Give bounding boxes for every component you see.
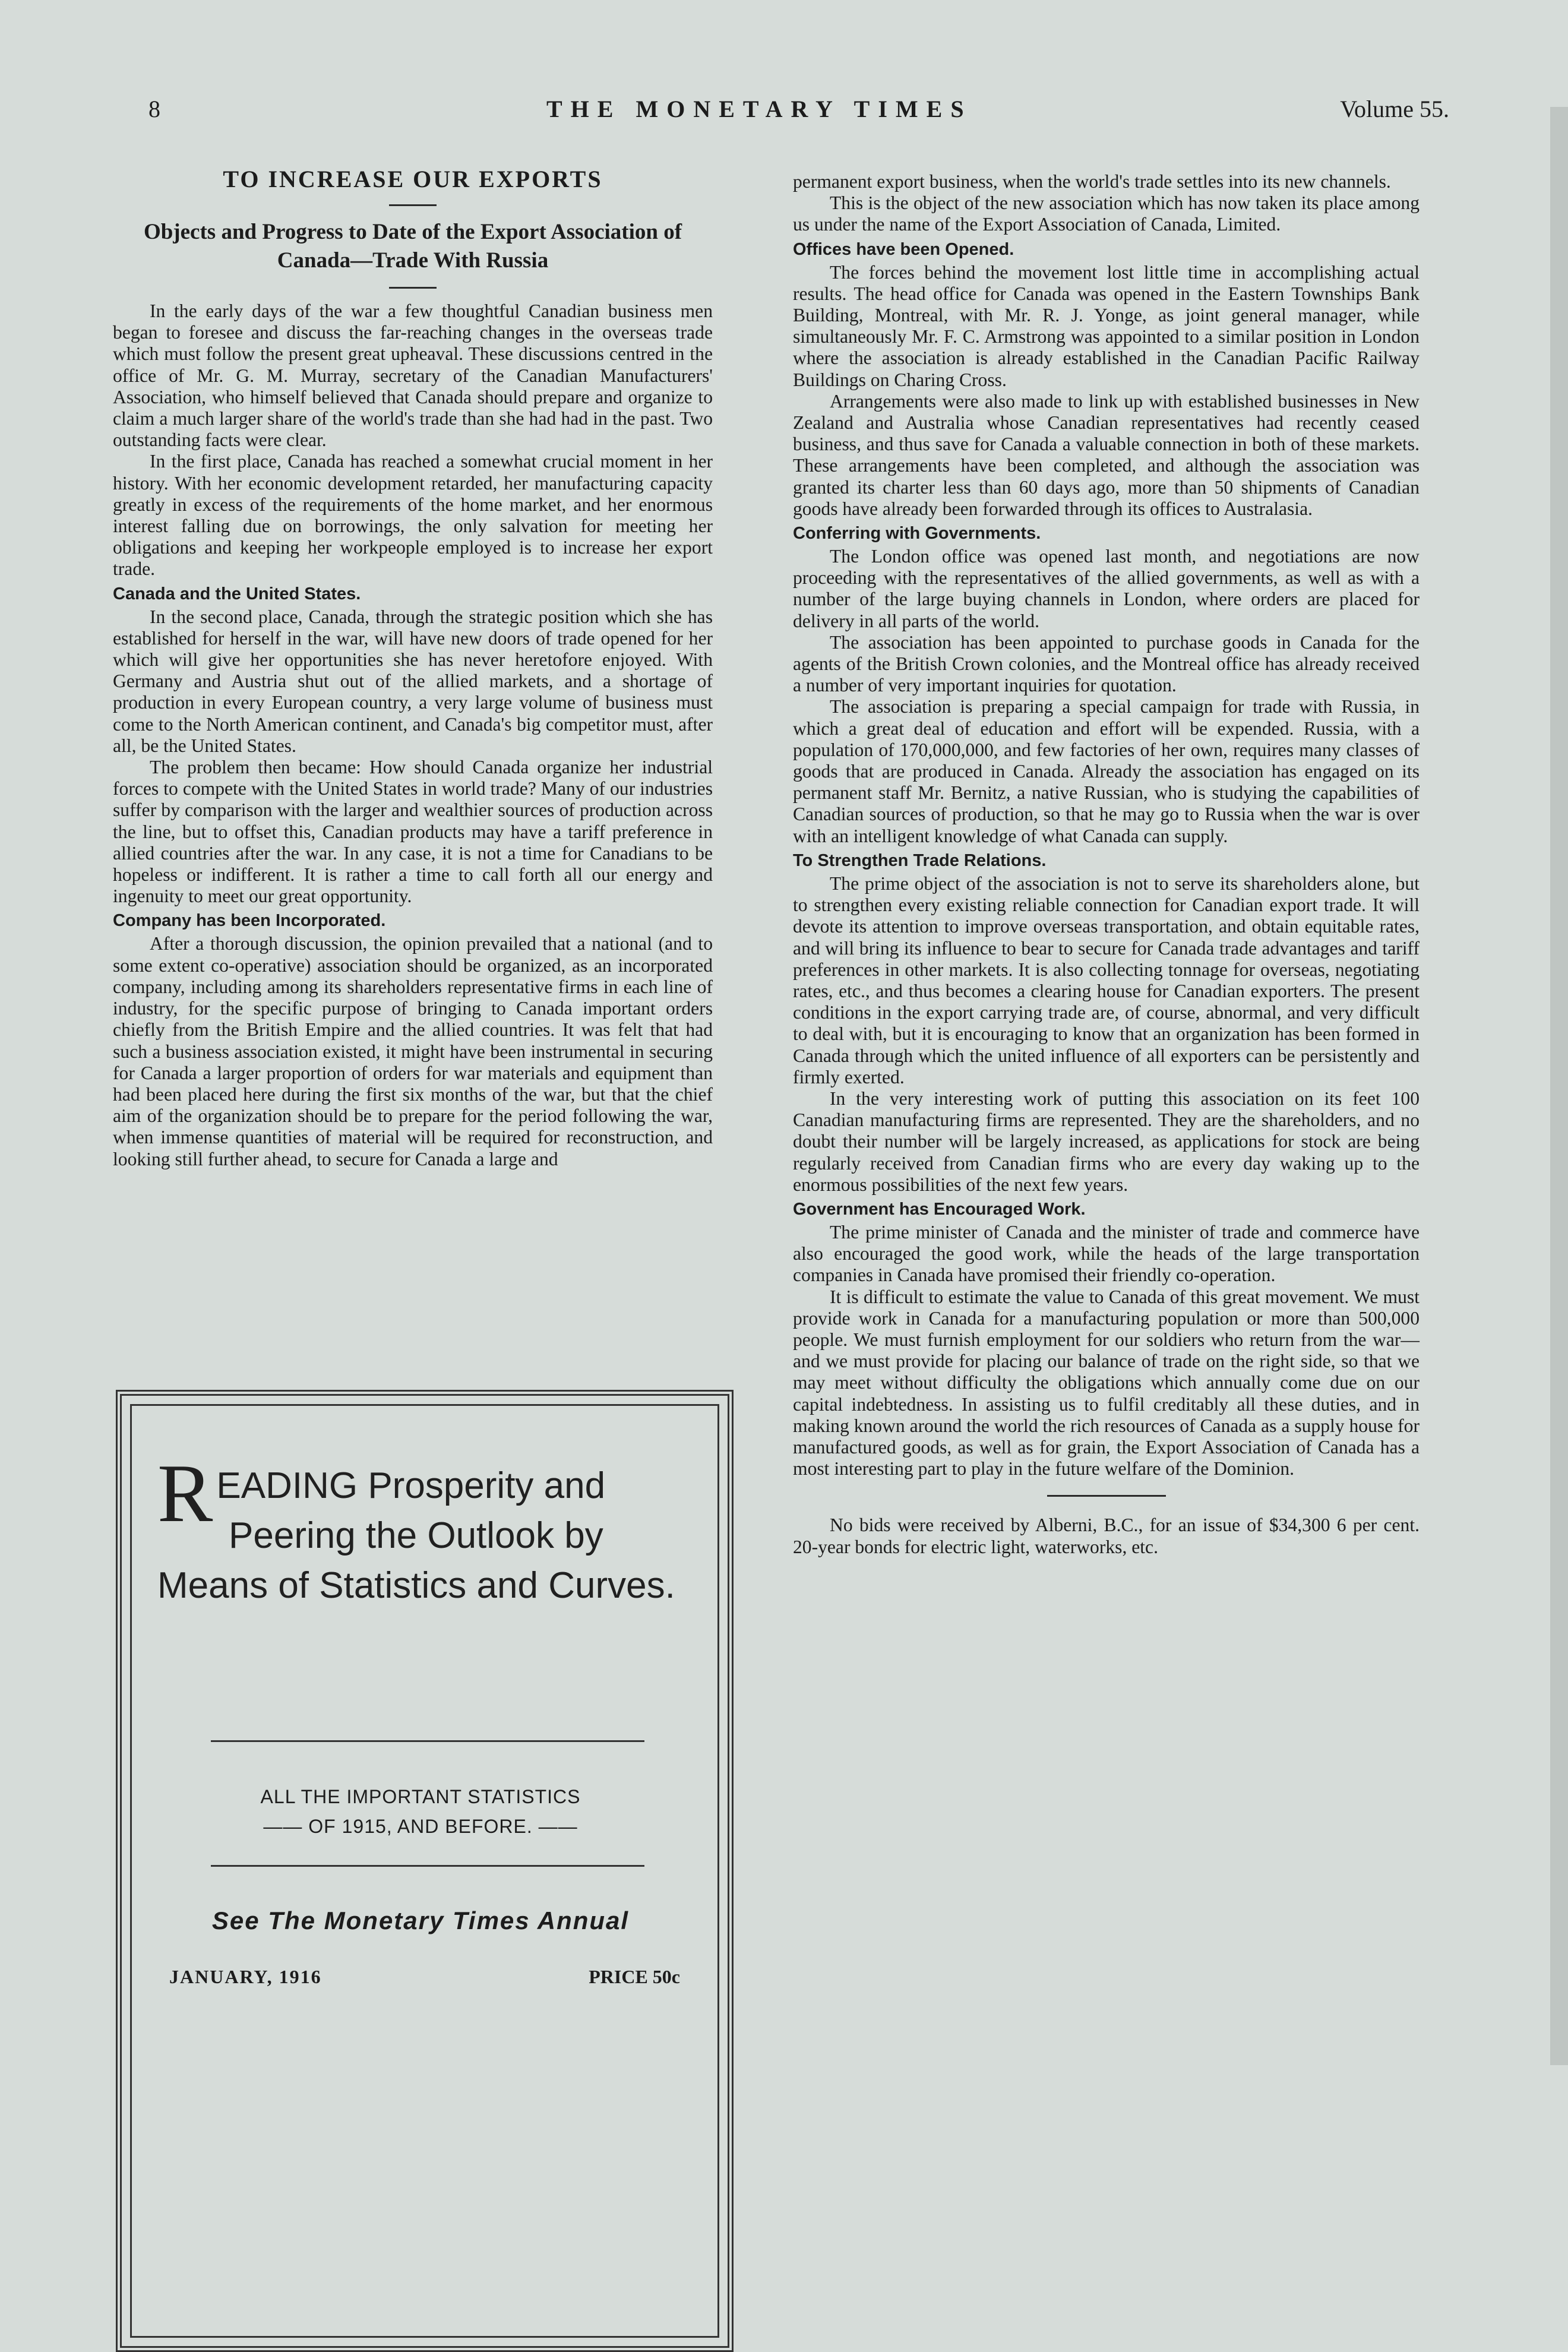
paragraph: Arrangements were also made to link up with established businesses in New Zealand and Australia whose Canadian representatives had recently ceased business, and thus save for Canada a valuable connection in both of these markets. These arrangements have been completed, and although the association was granted its charter less than 60 days ago, more than 50 shipments of Canadian goods have already been forwarded through its offices to Australasia. — [793, 390, 1420, 519]
ad-date: JANUARY, 1916 — [169, 1966, 322, 1987]
paragraph: In the second place, Canada, through the strategic position which she has established for herself in the war, will have new doors of trade opened for her which will give her opportunities she has never heretofore enjoyed. With Germany and Austria shut out of the allied markets, and a shortage of production in every European country, a very large volume of business must come to the North American continent, and Canada's big competitor must, after all, be the United States. — [113, 606, 713, 756]
headline-rule — [389, 204, 437, 206]
ad-divider — [211, 1865, 644, 1867]
paragraph: In the very interesting work of putting this association on its feet 100 Canadian manufacturing firms are represented. They are the shareholders, and no doubt their number will be largely increased, as applications for stock are being regularly received from Canadian firms who are every day waking up to the enormous possibilities of the next few years. — [793, 1088, 1420, 1195]
ad-cta: See The Monetary Times Annual — [211, 1907, 630, 1934]
section-heading: To Strengthen Trade Relations. — [793, 851, 1047, 870]
paragraph: permanent export business, when the world's trade settles into its new channels. — [793, 171, 1391, 192]
article-headline: TO INCREASE OUR EXPORTS — [223, 166, 603, 192]
ad-title-line: Means of Statistics and Curves. — [157, 1565, 675, 1606]
ad-stats-line: —— OF 1915, AND BEFORE. —— — [263, 1816, 578, 1837]
paragraph: This is the object of the new association which has now taken its place among us under the name of the Export Association of Canada, Limited. — [793, 192, 1420, 235]
paragraph: In the first place, Canada has reached a somewhat crucial moment in her history. With her economic development retarded, her manufacturing capacity greatly in excess of the requirements of the home market, and her enormous interest falling due on borrowings, the only salvation for meeting her obligations and keeping her workpeople employed is to increase her export trade. — [113, 451, 713, 580]
ad-title-line: EADING Prosperity and — [216, 1465, 606, 1506]
masthead: THE MONETARY TIMES — [546, 96, 972, 122]
article-subhead: Objects and Progress to Date of the Export Association of Canada—Trade With Russia — [143, 220, 682, 273]
paragraph: The prime minister of Canada and the minister of trade and commerce have also encouraged the good work, while the heads of the large transportation companies in Canada have promised their friendly co-operation. — [793, 1221, 1420, 1286]
paragraph: The association is preparing a special campaign for trade with Russia, in which a great deal of education and effort will be expended. Russia, with a population of 170,000,000, and few factories of her own, requires many classes of goods that are produced in Canada. Already the association has engaged on its permanent staff Mr. Bernitz, a native Russian, who is studying the capabilities of Canadian sources of production, so that he may go to Russia when the war is over with an intelligent knowledge of what Canada can supply. — [793, 696, 1420, 846]
paragraph: The association has been appointed to purchase goods in Canada for the agents of the British Crown colonies, and the Montreal office has already received a number of very important inquiries for quotation. — [793, 631, 1420, 696]
subhead-rule — [389, 287, 437, 289]
page-edge-shadow — [1550, 107, 1568, 2065]
running-head — [148, 95, 1449, 131]
annual-advertisement — [116, 1390, 734, 2352]
paragraph: It is difficult to estimate the value to Canada of this great movement. We must provide work in Canada for a manufacturing population or more than 500,000 people. We must furnish employment for our soldiers who return from the war—and we must provide for placing our balance of trade on the right side, so that we may meet without difficulty the obligations which annually come due on our capital indebtedness. In assisting us to fulfil creditably all these duties, and in making known around the world the rich resources of Canada as a supply house for manufactured goods, as well as for grain, the Export Association of Canada has a most interesting part to play in the future welfare of the Dominion. — [793, 1286, 1420, 1480]
paragraph: In the early days of the war a few thoughtful Canadian business men began to foresee and discuss the far-reaching changes in the overseas trade which must follow the present great upheaval. These discussions centred in the office of Mr. G. M. Murray, secretary of the Canadian Manufacturers' Association, who himself believed that Canada should prepare and organize to claim a much larger share of the world's trade than she had had in the past. Two outstanding facts were clear. — [113, 301, 713, 451]
section-heading: Conferring with Governments. — [793, 524, 1041, 543]
ad-title-initial: R — [157, 1447, 213, 1539]
ad-title — [157, 1447, 680, 1611]
right-column — [793, 171, 1420, 1558]
section-heading: Company has been Incorporated. — [113, 911, 386, 931]
section-heading: Offices have been Opened. — [793, 239, 1014, 259]
paragraph: The prime object of the association is not to serve its shareholders alone, but to strengthen every existing reliable connection for Canadian export trade. It will devote its attention to improve overseas transportation, and obtain equitable rates, and will bring its influence to bear to secure for Canada trade advantages and tariff preferences in other markets. It is also collecting tonnage for overseas, negotiating rates, etc., and thus becomes a clearing house for Canadian exporters. The present conditions in the export carrying trade are, of course, abnormal, and very difficult to deal with, but it is encouraging to know that an organization has been formed in Canada through which the united influence of all exporters can be persistently and firmly exerted. — [793, 872, 1420, 1088]
ad-stats — [122, 1782, 719, 1841]
paragraph: The problem then became: How should Canada organize her industrial forces to compete with the United States in world trade? Many of our industries suffer by comparison with the larger and wealthier sources of production across the line, but to offset this, Canadian products may have a tariff preference in allied countries after the war. In any case, it is not a time for Canadians to be hopeless or indifferent. It is rather a time to call forth all our energy and ingenuity to meet our great opportunity. — [113, 757, 713, 907]
section-heading: Canada and the United States. — [113, 584, 361, 603]
paragraph: The forces behind the movement lost little time in accomplishing actual results. The head office for Canada was opened in the Eastern Townships Bank Building, Montreal, with Mr. R. J. Yonge, as joint general manager, while simultaneously Mr. F. C. Armstrong was appointed to a similar position in London where the association is already established in the Canadian Pacific Railway Buildings on Charing Cross. — [793, 261, 1420, 390]
ad-stats-line: ALL THE IMPORTANT STATISTICS — [260, 1786, 581, 1807]
paragraph: The London office was opened last month, and negotiations are now proceeding with the representatives of the allied governments, as well as with a number of the large buying channels in London, where orders are placed for delivery in all parts of the world. — [793, 546, 1420, 631]
ad-divider — [211, 1740, 644, 1742]
brief-note: No bids were received by Alberni, B.C., for an issue of $34,300 6 per cent. 20-year bonds for electric light, waterworks, etc. — [793, 1515, 1420, 1557]
article-end-rule — [1047, 1495, 1166, 1497]
ad-price: PRICE 50c — [589, 1966, 680, 1987]
left-column — [113, 166, 713, 1170]
volume-label: Volume 55. — [1340, 96, 1449, 122]
section-heading: Government has Encouraged Work. — [793, 1199, 1086, 1219]
paragraph: After a thorough discussion, the opinion prevailed that a national (and to some extent co-operative) association should be organized, as an incorporated company, including among its shareholders representative firms in each line of industry, for the specific purpose of bringing to Canada important orders chiefly from the British Empire and the allied countries. It was felt that had such a business association existed, it might have been instrumental in securing for Canada a larger proportion of orders for war materials and equipment than had been placed here during the first six months of the war, but that the chief aim of the organization should be to prepare for the period following the war, when immense quantities of material will be required for reconstruction, and looking still further ahead, to secure for Canada a large and — [113, 933, 713, 1169]
ad-title-line: Peering the Outlook by — [229, 1515, 603, 1556]
page-number: 8 — [148, 96, 160, 122]
